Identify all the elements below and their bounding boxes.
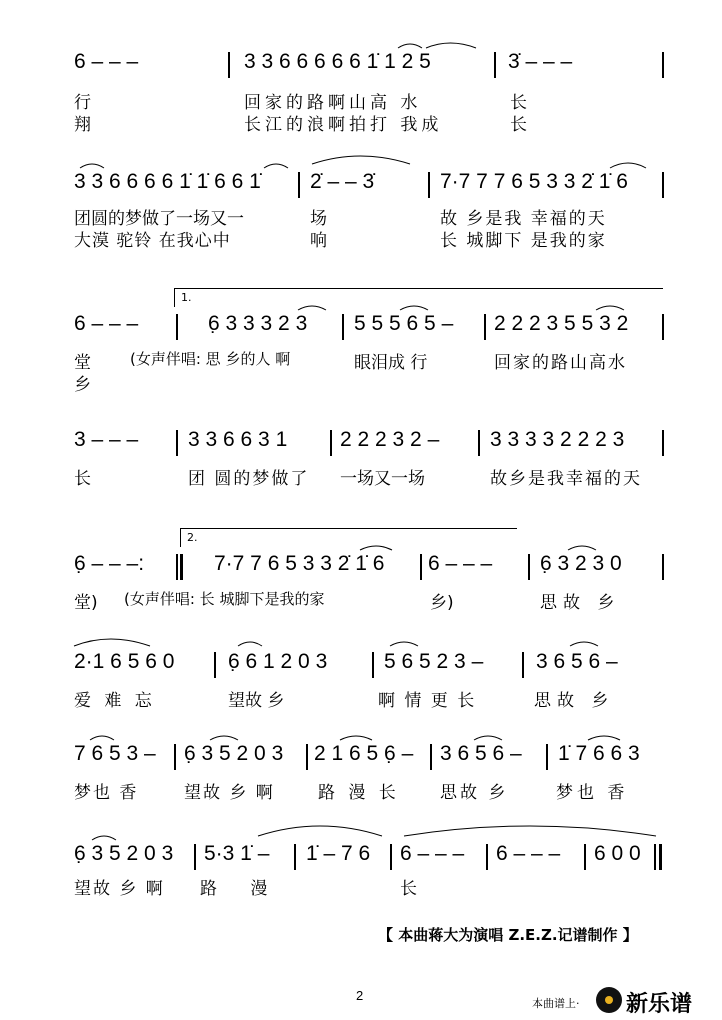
lyric-segment: 大漠 驼铃 在我心中 — [74, 231, 231, 251]
measure-notes: 7·7 7 6 5 3 3 2̇ 1̇ 6 — [214, 552, 385, 575]
measure-notes: 5 5 5 6 5 – — [354, 312, 454, 335]
lyric-segment: 行 — [74, 93, 91, 113]
lyric-segment: 望故 乡 啊 — [74, 879, 165, 899]
measure-notes: 6̣ 3 3 3 2 3 — [208, 312, 308, 335]
lyric-segment: 堂) — [74, 593, 98, 613]
measure-notes: 6 – – – — [400, 842, 465, 865]
lyric-segment: (女声伴唱: 思 乡的人 啊 — [130, 350, 291, 368]
page-number: 2 — [356, 988, 364, 1003]
measure-notes: 7·7 7 7 6 5 3 3 2̇ 1̇ 6 — [440, 170, 628, 193]
volta-label: 2. — [187, 531, 198, 544]
slur — [360, 546, 392, 550]
measure-notes: 6 0 0 — [594, 842, 641, 865]
record-disc-icon — [596, 987, 622, 1013]
measure-notes: 6̣ – – –: — [74, 552, 145, 575]
lyric-segment: 长江的浪啊拍打 我成 — [244, 115, 443, 135]
measure-notes: 3 6 5 6 – — [536, 650, 618, 673]
footer-text: 本曲谱上· — [532, 997, 580, 1010]
measure-notes: 7 6 5 3 – — [74, 742, 156, 765]
slur — [92, 836, 116, 840]
lyric-segment: 长 — [74, 469, 91, 489]
measure-notes: 6̣ 3 5 2 0 3 — [74, 842, 174, 865]
slur — [568, 546, 596, 550]
slur — [570, 642, 598, 646]
lyric-segment: 团 圆的梦做了 — [188, 469, 310, 489]
measure-notes: 3 3 6 6 6 6 1̇ 1̇ 6 6 1̇ — [74, 170, 261, 193]
lyric-segment: 思故 乡 — [440, 783, 509, 803]
slur — [340, 736, 372, 740]
slur — [264, 164, 288, 168]
slur — [298, 306, 326, 310]
measure-notes: 6̣ 3 2 3 0 — [540, 552, 622, 575]
lyric-segment: (女声伴唱: 长 城脚下是我的家 — [124, 590, 325, 608]
lyric-segment: 路 漫 长 — [318, 783, 400, 803]
slur — [426, 43, 476, 48]
measure-notes: 6̣ 3 5 2 0 3 — [184, 742, 284, 765]
measure-notes: 1̇ 7 6 6 3 — [558, 742, 640, 765]
measure-notes: 2 2 2 3 5 5 3 2 — [494, 312, 629, 335]
measure-notes: 5 6 5 2 3 – — [384, 650, 484, 673]
lyric-segment: 爱 难 忘 — [74, 691, 156, 711]
lyric-segment: 故 乡是我 幸福的天 — [440, 209, 607, 229]
lyric-segment: 乡) — [430, 593, 454, 613]
volta-label: 1. — [181, 291, 192, 304]
measure-notes: 3 6 5 6 – — [440, 742, 522, 765]
measure-notes: 3 3 6 6 3 1 — [188, 428, 288, 451]
slur — [258, 826, 382, 836]
measure-notes: 3̇ – – – — [508, 50, 573, 73]
measure-notes: 6 – – – — [74, 50, 139, 73]
measure-notes: 6 – – – — [428, 552, 493, 575]
logo-label: 新乐谱 — [626, 992, 693, 1017]
slur — [390, 642, 418, 646]
lyric-segment: 梦也 香 — [74, 783, 139, 803]
slur — [210, 736, 238, 740]
measure-notes: 3 – – – — [74, 428, 139, 451]
lyric-segment: 回家的路啊山高 水 — [244, 93, 422, 113]
lyric-segment: 响 — [310, 231, 327, 251]
slur — [400, 306, 428, 310]
lyric-segment: 啊 情 更 长 — [378, 691, 477, 711]
measure-notes: 6̣ 6 1 2 0 3 — [228, 650, 328, 673]
lyric-segment: 长 — [510, 93, 527, 113]
slur — [238, 642, 262, 646]
lyric-segment: 乡 — [74, 375, 91, 395]
slur — [596, 306, 624, 310]
measure-notes: 6 – – – — [496, 842, 561, 865]
lyric-segment: 长 — [400, 879, 417, 899]
lyric-segment: 眼泪成 行 — [354, 353, 428, 373]
measure-notes: 6 – – – — [74, 312, 139, 335]
measure-notes: 3 3 6 6 6 6 6 1̇ 1 2 5 — [244, 50, 431, 73]
slur — [610, 163, 646, 168]
measure-notes: 5·3 1̇ – — [204, 842, 270, 865]
lyric-segment: 故乡是我幸福的天 — [490, 469, 642, 489]
site-logo[interactable] — [592, 985, 722, 1020]
measure-notes: 2 1 6 5 6̣ – — [314, 742, 414, 765]
lyric-segment: 团圆的梦做了一场又一 — [74, 209, 244, 229]
lyric-segment: 路 漫 — [200, 879, 282, 899]
slur — [398, 44, 422, 48]
lyric-segment: 长 — [510, 115, 527, 135]
slur — [588, 736, 620, 740]
measure-notes: 3 3 3 3 2 2 2 3 — [490, 428, 625, 451]
lyric-segment: 堂 — [74, 353, 91, 373]
slur — [80, 164, 104, 168]
measure-notes: 2·1 6 5 6 0 — [74, 650, 175, 673]
lyric-segment: 思故 乡 — [540, 593, 621, 613]
slur — [74, 639, 150, 646]
slur — [90, 736, 114, 740]
measure-notes: 2̇ – – 3̇ — [310, 170, 375, 193]
lyric-segment: 场 — [310, 209, 327, 229]
lyric-segment: 望故 乡 — [228, 691, 285, 711]
lyric-segment: 长 城脚下 是我的家 — [440, 231, 607, 251]
lyric-segment: 梦也 香 — [556, 783, 629, 803]
measure-notes: 1̇ – 7 6 — [306, 842, 371, 865]
slur — [404, 826, 656, 836]
measure-notes: 2 2 2 3 2 – — [340, 428, 440, 451]
credit-line: 【 本曲蒋大为演唱 Z.E.Z.记谱制作 】 — [378, 926, 638, 944]
lyric-segment: 翔 — [74, 115, 91, 135]
slur — [474, 736, 502, 740]
slur — [312, 156, 410, 164]
lyric-segment: 回家的路山高水 — [494, 353, 627, 373]
lyric-segment: 望故 乡 啊 — [184, 783, 275, 803]
lyric-segment: 思故 乡 — [534, 691, 615, 711]
lyric-segment: 一场又一场 — [340, 469, 425, 489]
